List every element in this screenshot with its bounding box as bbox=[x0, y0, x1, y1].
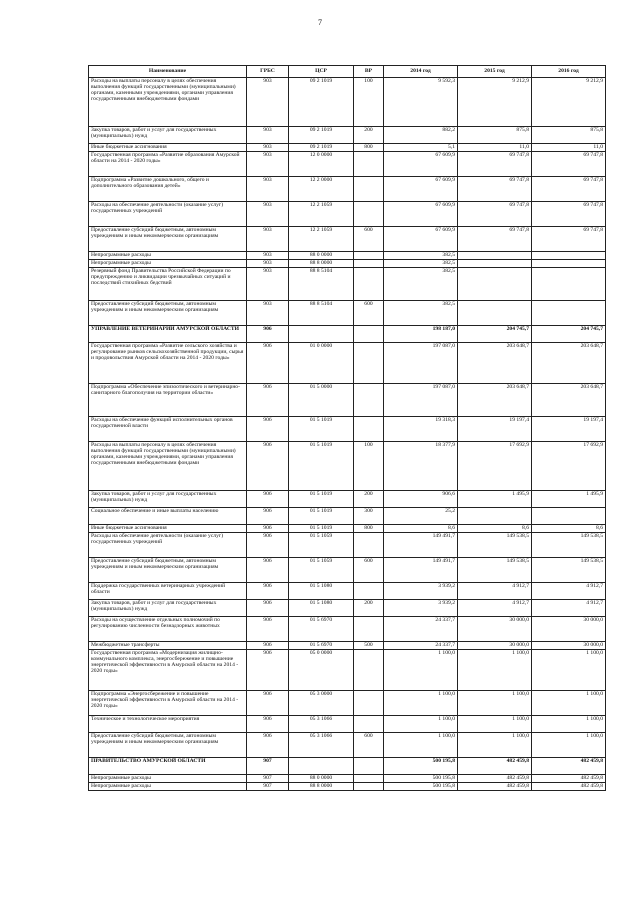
cell-csr: 09 2 1019 bbox=[289, 144, 354, 152]
cell-csr: 01 5 1019 bbox=[289, 442, 354, 491]
cell-2014: 197 087,0 bbox=[384, 343, 458, 384]
cell-grbs: 906 bbox=[247, 384, 289, 417]
cell-2014: 500 195,8 bbox=[384, 783, 458, 791]
cell-name: Непрограммные расходы bbox=[89, 775, 247, 783]
cell-2016: 875,8 bbox=[532, 127, 606, 144]
cell-2015 bbox=[458, 252, 532, 260]
cell-2015: 9 212,9 bbox=[458, 78, 532, 127]
cell-name: Техническое и технологическое мероприятия bbox=[89, 716, 247, 733]
cell-vr bbox=[354, 617, 384, 642]
cell-grbs: 906 bbox=[247, 326, 289, 343]
cell-csr: 01 0 0000 bbox=[289, 343, 354, 384]
cell-vr bbox=[354, 177, 384, 202]
table-row bbox=[89, 227, 606, 252]
cell-2014: 197 087,0 bbox=[384, 384, 458, 417]
cell-vr: 600 bbox=[354, 733, 384, 758]
cell-2016: 149 538,5 bbox=[532, 533, 606, 558]
table-row bbox=[89, 442, 606, 491]
cell-2015: 149 538,5 bbox=[458, 533, 532, 558]
cell-2014: 5,1 bbox=[384, 144, 458, 152]
table-row bbox=[89, 326, 606, 343]
cell-2016: 1 495,9 bbox=[532, 491, 606, 508]
header-vr: ВР bbox=[354, 66, 384, 78]
cell-name: Расходы на обеспечение деятельности (оказание услуг) государственных учреждений bbox=[89, 202, 247, 227]
cell-vr bbox=[354, 691, 384, 716]
table-row bbox=[89, 733, 606, 758]
cell-2014: 8,6 bbox=[384, 525, 458, 533]
table-row bbox=[89, 127, 606, 144]
cell-csr: 12 2 1059 bbox=[289, 227, 354, 252]
cell-2016: 1 100,0 bbox=[532, 733, 606, 758]
cell-2016 bbox=[532, 268, 606, 301]
header-2015: 2015 год bbox=[458, 66, 532, 78]
cell-2015: 203 648,7 bbox=[458, 384, 532, 417]
cell-grbs: 906 bbox=[247, 642, 289, 650]
cell-grbs: 906 bbox=[247, 691, 289, 716]
cell-name: Расходы на выплаты персоналу в целях обеспечения выполнения функций государственными (муниципальными) органами, казенными учреждениями, органами управления государственными внебюджетными фондами bbox=[89, 78, 247, 127]
cell-2015: 4 912,7 bbox=[458, 600, 532, 617]
cell-vr: 200 bbox=[354, 600, 384, 617]
cell-csr: 12 0 0000 bbox=[289, 152, 354, 177]
cell-2016: 482 459,8 bbox=[532, 758, 606, 775]
cell-2016: 482 459,8 bbox=[532, 775, 606, 783]
cell-2016: 9 212,9 bbox=[532, 78, 606, 127]
cell-2016: 8,6 bbox=[532, 525, 606, 533]
cell-name: Непрограммные расходы bbox=[89, 783, 247, 791]
cell-name: Расходы на обеспечение деятельности (оказание услуг) государственных учреждений bbox=[89, 533, 247, 558]
budget-table bbox=[88, 65, 606, 791]
table-row bbox=[89, 716, 606, 733]
cell-vr bbox=[354, 583, 384, 600]
cell-2015: 1 100,0 bbox=[458, 733, 532, 758]
cell-grbs: 906 bbox=[247, 650, 289, 691]
cell-vr: 500 bbox=[354, 642, 384, 650]
cell-csr: 05 3 1066 bbox=[289, 733, 354, 758]
header-csr: ЦСР bbox=[289, 66, 354, 78]
cell-vr bbox=[354, 343, 384, 384]
cell-csr: 01 5 1019 bbox=[289, 525, 354, 533]
cell-2015 bbox=[458, 508, 532, 525]
cell-2015: 4 912,7 bbox=[458, 583, 532, 600]
cell-2015 bbox=[458, 301, 532, 326]
cell-2016: 1 100,0 bbox=[532, 716, 606, 733]
table-row bbox=[89, 600, 606, 617]
cell-csr: 88 8 5104 bbox=[289, 268, 354, 301]
cell-2015: 482 459,8 bbox=[458, 775, 532, 783]
cell-grbs: 906 bbox=[247, 600, 289, 617]
cell-name: Непрограммные расходы bbox=[89, 260, 247, 268]
cell-vr bbox=[354, 268, 384, 301]
table-row bbox=[89, 202, 606, 227]
cell-csr bbox=[289, 326, 354, 343]
cell-2014: 24 337,7 bbox=[384, 642, 458, 650]
table-body bbox=[89, 78, 606, 791]
cell-2015: 30 000,0 bbox=[458, 642, 532, 650]
cell-name: Предоставление субсидий бюджетным, автономным учреждениям и иным некоммерческим организациям bbox=[89, 301, 247, 326]
cell-vr bbox=[354, 758, 384, 775]
cell-grbs: 903 bbox=[247, 252, 289, 260]
cell-grbs: 903 bbox=[247, 268, 289, 301]
cell-csr: 88 8 0000 bbox=[289, 783, 354, 791]
cell-csr: 09 2 1019 bbox=[289, 78, 354, 127]
table-row bbox=[89, 650, 606, 691]
cell-2014: 1 100,0 bbox=[384, 691, 458, 716]
cell-2015: 1 100,0 bbox=[458, 716, 532, 733]
cell-2016: 17 692,9 bbox=[532, 442, 606, 491]
cell-2015: 19 197,4 bbox=[458, 417, 532, 442]
cell-2016: 1 100,0 bbox=[532, 650, 606, 691]
table-row bbox=[89, 177, 606, 202]
cell-2014: 906,6 bbox=[384, 491, 458, 508]
cell-2015: 1 100,0 bbox=[458, 650, 532, 691]
cell-csr: 01 5 6970 bbox=[289, 617, 354, 642]
cell-csr: 12 2 0000 bbox=[289, 177, 354, 202]
cell-name: Предоставление субсидий бюджетным, автономным учреждениям и иным некоммерческим организациям bbox=[89, 733, 247, 758]
cell-2014: 9 592,3 bbox=[384, 78, 458, 127]
cell-2016: 203 648,7 bbox=[532, 384, 606, 417]
cell-vr: 300 bbox=[354, 508, 384, 525]
cell-grbs: 906 bbox=[247, 508, 289, 525]
cell-2014: 149 491,7 bbox=[384, 558, 458, 583]
cell-vr: 600 bbox=[354, 301, 384, 326]
cell-grbs: 906 bbox=[247, 343, 289, 384]
cell-vr: 600 bbox=[354, 558, 384, 583]
cell-vr bbox=[354, 783, 384, 791]
cell-2016: 4 912,7 bbox=[532, 600, 606, 617]
cell-name: Закупка товаров, работ и услуг для государственных (муниципальных) нужд bbox=[89, 600, 247, 617]
cell-2014: 1 100,0 bbox=[384, 650, 458, 691]
cell-2014: 67 609,9 bbox=[384, 177, 458, 202]
cell-2016 bbox=[532, 301, 606, 326]
cell-grbs: 903 bbox=[247, 177, 289, 202]
cell-2015: 30 000,0 bbox=[458, 617, 532, 642]
cell-name: Закупка товаров, работ и услуг для государственных (муниципальных) нужд bbox=[89, 491, 247, 508]
cell-2015: 1 100,0 bbox=[458, 691, 532, 716]
cell-2016: 19 197,4 bbox=[532, 417, 606, 442]
table-row bbox=[89, 642, 606, 650]
cell-name: Предоставление субсидий бюджетным, автономным учреждениям и иным некоммерческим организациям bbox=[89, 558, 247, 583]
cell-name: ПРАВИТЕЛЬСТВО АМУРСКОЙ ОБЛАСТИ bbox=[89, 758, 247, 775]
cell-2015 bbox=[458, 260, 532, 268]
cell-csr: 05 3 0000 bbox=[289, 691, 354, 716]
table-row bbox=[89, 508, 606, 525]
cell-2014: 198 187,0 bbox=[384, 326, 458, 343]
cell-vr bbox=[354, 716, 384, 733]
table-header-row bbox=[89, 66, 606, 78]
cell-name: Иные бюджетные ассигнования bbox=[89, 525, 247, 533]
cell-grbs: 903 bbox=[247, 202, 289, 227]
table-row bbox=[89, 152, 606, 177]
cell-2016 bbox=[532, 508, 606, 525]
cell-csr: 01 5 1080 bbox=[289, 600, 354, 617]
cell-name: Подпрограмма «Энергосбережение и повышение энергетической эффективности в Амурской области на 2014 - 2020 годы» bbox=[89, 691, 247, 716]
table-row bbox=[89, 417, 606, 442]
cell-2015: 204 745,7 bbox=[458, 326, 532, 343]
cell-name: Непрограммные расходы bbox=[89, 252, 247, 260]
table-row bbox=[89, 78, 606, 127]
cell-2016: 30 000,0 bbox=[532, 642, 606, 650]
cell-2016: 1 100,0 bbox=[532, 691, 606, 716]
cell-2015: 11,0 bbox=[458, 144, 532, 152]
cell-2014: 382,5 bbox=[384, 252, 458, 260]
cell-2016: 69 747,8 bbox=[532, 202, 606, 227]
cell-name: Иные бюджетные ассигнования bbox=[89, 144, 247, 152]
header-grbs: ГРБС bbox=[247, 66, 289, 78]
cell-name: Расходы на осуществление отдельных полномочий по регулированию численности безнадзорных животных bbox=[89, 617, 247, 642]
cell-2015: 69 747,8 bbox=[458, 152, 532, 177]
cell-grbs: 903 bbox=[247, 78, 289, 127]
table-row bbox=[89, 775, 606, 783]
cell-csr: 88 0 0000 bbox=[289, 252, 354, 260]
cell-2016: 204 745,7 bbox=[532, 326, 606, 343]
cell-2014: 382,5 bbox=[384, 260, 458, 268]
cell-2014: 67 609,9 bbox=[384, 227, 458, 252]
cell-2016: 149 538,5 bbox=[532, 558, 606, 583]
cell-csr: 01 5 1019 bbox=[289, 508, 354, 525]
cell-vr bbox=[354, 384, 384, 417]
cell-2016: 69 747,8 bbox=[532, 152, 606, 177]
cell-csr: 01 5 1080 bbox=[289, 583, 354, 600]
cell-csr: 01 5 6970 bbox=[289, 642, 354, 650]
cell-2015: 149 538,5 bbox=[458, 558, 532, 583]
cell-2015: 1 495,9 bbox=[458, 491, 532, 508]
header-2016: 2016 год bbox=[532, 66, 606, 78]
cell-name: УПРАВЛЕНИЕ ВЕТЕРИНАРИИ АМУРСКОЙ ОБЛАСТИ bbox=[89, 326, 247, 343]
cell-grbs: 906 bbox=[247, 617, 289, 642]
cell-grbs: 903 bbox=[247, 260, 289, 268]
table-row bbox=[89, 583, 606, 600]
cell-2014: 500 195,8 bbox=[384, 758, 458, 775]
table-row bbox=[89, 384, 606, 417]
cell-vr: 100 bbox=[354, 442, 384, 491]
cell-2014: 67 609,9 bbox=[384, 202, 458, 227]
cell-vr: 800 bbox=[354, 144, 384, 152]
cell-name: Поддержка государственных ветеринарных учреждений области bbox=[89, 583, 247, 600]
cell-name: Предоставление субсидий бюджетным, автономным учреждениям и иным некоммерческим организациям bbox=[89, 227, 247, 252]
cell-vr: 200 bbox=[354, 491, 384, 508]
cell-2015: 69 747,8 bbox=[458, 202, 532, 227]
cell-2015: 482 459,8 bbox=[458, 783, 532, 791]
cell-vr bbox=[354, 533, 384, 558]
cell-2014: 149 491,7 bbox=[384, 533, 458, 558]
cell-vr: 100 bbox=[354, 78, 384, 127]
header-2014: 2014 год bbox=[384, 66, 458, 78]
cell-name: Социальное обеспечение и иные выплаты населению bbox=[89, 508, 247, 525]
table-row bbox=[89, 343, 606, 384]
cell-csr: 88 8 5104 bbox=[289, 301, 354, 326]
cell-csr: 01 5 1059 bbox=[289, 558, 354, 583]
cell-grbs: 903 bbox=[247, 127, 289, 144]
cell-grbs: 906 bbox=[247, 716, 289, 733]
cell-grbs: 903 bbox=[247, 152, 289, 177]
cell-vr bbox=[354, 260, 384, 268]
cell-csr: 88 0 0000 bbox=[289, 775, 354, 783]
cell-csr: 01 5 1019 bbox=[289, 491, 354, 508]
cell-csr: 01 5 1019 bbox=[289, 417, 354, 442]
table-row bbox=[89, 252, 606, 260]
table-row bbox=[89, 691, 606, 716]
cell-csr: 01 5 1059 bbox=[289, 533, 354, 558]
cell-grbs: 906 bbox=[247, 533, 289, 558]
cell-name: Подпрограмма «Развитие дошкольного, общего и дополнительного образования детей» bbox=[89, 177, 247, 202]
page-number: 7 bbox=[318, 18, 322, 27]
cell-csr bbox=[289, 758, 354, 775]
cell-2014: 25,2 bbox=[384, 508, 458, 525]
cell-grbs: 906 bbox=[247, 525, 289, 533]
cell-grbs: 906 bbox=[247, 733, 289, 758]
cell-csr: 88 8 0000 bbox=[289, 260, 354, 268]
header-name: Наименование bbox=[89, 66, 247, 78]
cell-2016 bbox=[532, 252, 606, 260]
cell-vr bbox=[354, 650, 384, 691]
cell-2014: 500 195,8 bbox=[384, 775, 458, 783]
cell-2014: 3 939,2 bbox=[384, 583, 458, 600]
cell-2015: 482 459,8 bbox=[458, 758, 532, 775]
cell-vr: 600 bbox=[354, 227, 384, 252]
cell-2016: 69 747,8 bbox=[532, 227, 606, 252]
cell-2014: 382,5 bbox=[384, 268, 458, 301]
cell-grbs: 906 bbox=[247, 417, 289, 442]
table-row bbox=[89, 144, 606, 152]
cell-grbs: 906 bbox=[247, 558, 289, 583]
cell-name: Закупка товаров, работ и услуг для государственных (муниципальных) нужд bbox=[89, 127, 247, 144]
cell-name: Резервный фонд Правительства Российской Федерации по предупреждению и ликвидации чрезвычайных ситуаций и последствий стихийных бедствий bbox=[89, 268, 247, 301]
table-row bbox=[89, 301, 606, 326]
cell-2014: 3 939,2 bbox=[384, 600, 458, 617]
cell-2014: 19 318,3 bbox=[384, 417, 458, 442]
cell-name: Государственная программа «Развитие образования Амурской области на 2014 - 2020 годы» bbox=[89, 152, 247, 177]
cell-2016: 203 648,7 bbox=[532, 343, 606, 384]
cell-2016: 482 459,8 bbox=[532, 783, 606, 791]
cell-vr bbox=[354, 417, 384, 442]
cell-name: Расходы на выплаты персоналу в целях обеспечения выполнения функций государственными (муниципальными) органами, казенными учреждениями, органами управления государственными внебюджетными фондами bbox=[89, 442, 247, 491]
cell-name: Государственная программа «Модернизация жилищно-коммунального комплекса, энергосбережение и повышение энергетической эффективности в Амурской области на 2014 - 2020 годы» bbox=[89, 650, 247, 691]
cell-2014: 67 609,9 bbox=[384, 152, 458, 177]
cell-2016: 30 000,0 bbox=[532, 617, 606, 642]
table-row bbox=[89, 558, 606, 583]
cell-name: Подпрограмма «Обеспечение эпизоотического и ветеринарно-санитарного благополучия на территории области» bbox=[89, 384, 247, 417]
cell-2014: 1 100,0 bbox=[384, 733, 458, 758]
cell-vr bbox=[354, 202, 384, 227]
cell-2015: 69 747,8 bbox=[458, 177, 532, 202]
cell-2015: 17 692,9 bbox=[458, 442, 532, 491]
table-row bbox=[89, 617, 606, 642]
table-row bbox=[89, 525, 606, 533]
cell-grbs: 907 bbox=[247, 783, 289, 791]
cell-2015 bbox=[458, 268, 532, 301]
cell-2014: 1 100,0 bbox=[384, 716, 458, 733]
cell-csr: 01 5 0000 bbox=[289, 384, 354, 417]
cell-grbs: 903 bbox=[247, 227, 289, 252]
cell-grbs: 903 bbox=[247, 144, 289, 152]
table-row bbox=[89, 268, 606, 301]
cell-2014: 18 377,9 bbox=[384, 442, 458, 491]
cell-vr: 800 bbox=[354, 525, 384, 533]
cell-grbs: 907 bbox=[247, 775, 289, 783]
cell-vr bbox=[354, 775, 384, 783]
cell-csr: 05 0 0000 bbox=[289, 650, 354, 691]
cell-2015: 875,8 bbox=[458, 127, 532, 144]
cell-csr: 09 2 1019 bbox=[289, 127, 354, 144]
cell-2014: 382,5 bbox=[384, 301, 458, 326]
cell-2016: 69 747,8 bbox=[532, 177, 606, 202]
cell-grbs: 903 bbox=[247, 301, 289, 326]
cell-2014: 882,2 bbox=[384, 127, 458, 144]
cell-vr: 200 bbox=[354, 127, 384, 144]
cell-2015: 203 648,7 bbox=[458, 343, 532, 384]
cell-vr bbox=[354, 326, 384, 343]
cell-vr bbox=[354, 152, 384, 177]
cell-csr: 12 2 1059 bbox=[289, 202, 354, 227]
table-row bbox=[89, 783, 606, 791]
cell-grbs: 907 bbox=[247, 758, 289, 775]
cell-2015: 69 747,8 bbox=[458, 227, 532, 252]
table-row bbox=[89, 758, 606, 775]
cell-grbs: 906 bbox=[247, 442, 289, 491]
cell-2016: 11,0 bbox=[532, 144, 606, 152]
table-row bbox=[89, 491, 606, 508]
table-row bbox=[89, 533, 606, 558]
cell-name: Расходы на обеспечение функций исполнительных органов государственной власти bbox=[89, 417, 247, 442]
cell-name: Межбюджетные трансферты bbox=[89, 642, 247, 650]
cell-2016: 4 912,7 bbox=[532, 583, 606, 600]
cell-2015: 8,6 bbox=[458, 525, 532, 533]
cell-grbs: 906 bbox=[247, 491, 289, 508]
cell-vr bbox=[354, 252, 384, 260]
cell-name: Государственная программа «Развитие сельского хозяйства и регулирование рынков сельскохозяйственной продукции, сырья и продовольствия Амурской области на 2014 - 2020 годы» bbox=[89, 343, 247, 384]
cell-grbs: 906 bbox=[247, 583, 289, 600]
cell-2014: 24 337,7 bbox=[384, 617, 458, 642]
table-row bbox=[89, 260, 606, 268]
cell-csr: 05 3 1066 bbox=[289, 716, 354, 733]
cell-2016 bbox=[532, 260, 606, 268]
